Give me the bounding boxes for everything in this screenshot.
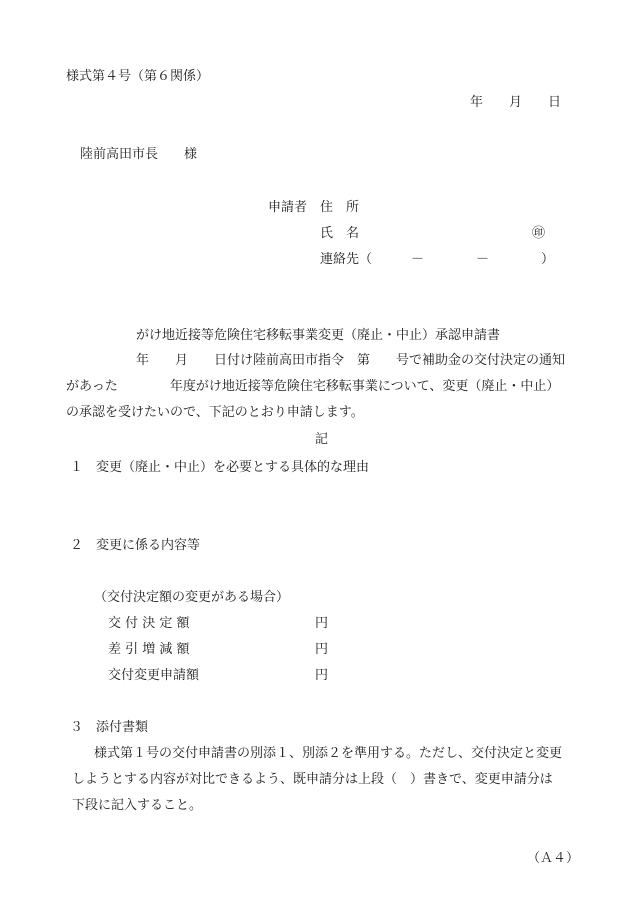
amount-row-unit: 円 [315, 642, 329, 657]
paper-size-label: （Ａ４） [527, 851, 580, 866]
applicant-contact-label: 連絡先（ － － ） [320, 252, 555, 267]
ki-mark: 記 [315, 432, 329, 447]
body-line-1: 年 月 日付け陸前高田市指令 第 号で補助金の交付決定の通知 [136, 353, 566, 368]
amount-row-label: 差 引 増 減 額 [108, 642, 190, 657]
amount-row-unit: 円 [315, 668, 329, 683]
amount-row-label: 交付変更申請額 [108, 668, 200, 683]
applicant-name-label: 氏 名 [320, 226, 360, 241]
amount-row-label: 交 付 決 定 額 [108, 616, 190, 631]
date-line: 年 月 日 [470, 95, 562, 110]
body-line-2: があった 年度がけ地近接等危険住宅移転事業について、変更（廃止・中止） [66, 379, 560, 394]
section3-heading: ３ 添付書類 [70, 720, 149, 735]
section2-heading: ２ 変更に係る内容等 [70, 538, 201, 553]
section3-line-2: しようとする内容が対比できるよう、既申請分は上段（ ）書きで、変更申請分は [72, 772, 553, 787]
amount-row-unit: 円 [315, 616, 329, 631]
applicant-address-label: 住 所 [320, 200, 360, 215]
addressee: 陸前高田市長 様 [80, 147, 198, 162]
section2-note: （交付決定額の変更がある場合） [94, 590, 290, 605]
section3-line-3: 下段に記入すること。 [72, 798, 203, 813]
section3-line-1: 様式第１号の交付申請書の別添１、別添２を準用する。ただし、交付決定と変更 [94, 746, 563, 761]
seal-mark: ㊞ [532, 226, 546, 241]
body-line-3: の承認を受けたいので、下記のとおり申請します。 [66, 405, 364, 420]
form-number: 様式第４号（第６関係） [66, 69, 210, 84]
document-title: がけ地近接等危険住宅移転事業変更（廃止・中止）承認申請書 [136, 328, 501, 343]
section1-heading: １ 変更（廃止・中止）を必要とする具体的な理由 [70, 460, 370, 475]
applicant-role-label: 申請者 [268, 200, 308, 215]
